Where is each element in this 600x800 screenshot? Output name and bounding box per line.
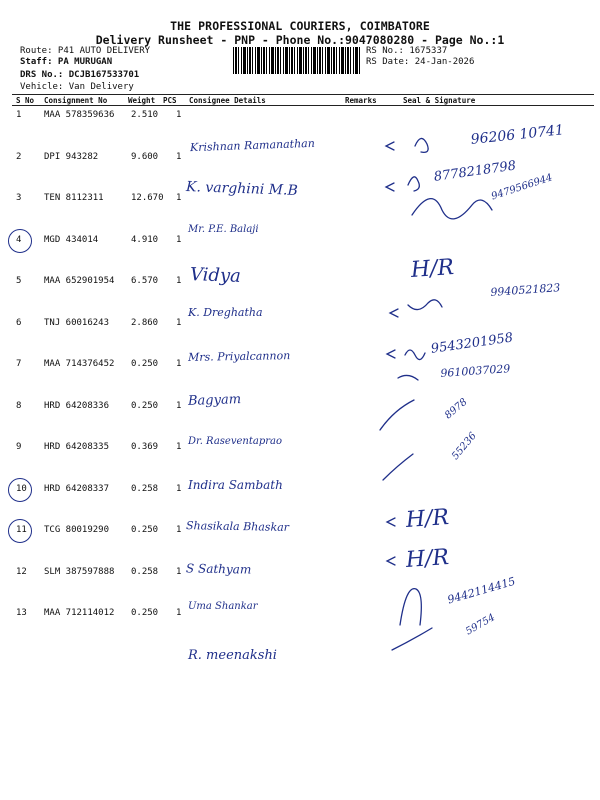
pcs-cell: 1 [176, 608, 182, 618]
weight-cell: 0.258 [131, 483, 159, 494]
consignee-name-handwritten: K. varghini M.B [185, 179, 299, 199]
col-pcs: PCS [163, 96, 177, 105]
sno-cell: 6 [16, 317, 22, 328]
weight-cell: 0.250 [131, 608, 159, 618]
pcs-cell: 1 [176, 317, 182, 328]
runsheet-title: Delivery Runsheet - PNP - Phone No.:9047080280 - Page No.:1 [95, 33, 505, 47]
consignee-name-handwritten: K. Dreghatha [188, 306, 263, 319]
pcs-cell: 1 [176, 566, 182, 577]
consignee-name-handwritten: Krishnan Ramanathan [189, 136, 316, 155]
vehicle: Vehicle: Van Delivery [20, 82, 134, 92]
consignee-name-handwritten: Vidya [189, 264, 242, 287]
consignee-name-handwritten: Indira Sambath [188, 478, 283, 492]
sno-cell: 2 [16, 151, 22, 162]
seal-signature-handwritten: 8778218798 [433, 158, 518, 185]
weight-cell: 0.250 [131, 400, 159, 411]
sno-cell: 9 [16, 442, 22, 452]
seal-signature-handwritten: 8978 [443, 396, 470, 422]
sno-cell: 5 [16, 276, 22, 286]
sno-cell: 3 [16, 193, 22, 203]
seal-signature-handwritten: 55236 [450, 430, 479, 463]
col-remarks: Remarks [345, 96, 377, 105]
col-consignee: Consignee Details [189, 96, 266, 105]
company-name: THE PROFESSIONAL COURIERS, COIMBATORE [170, 19, 430, 33]
weight-cell: 4.910 [131, 234, 159, 245]
pcs-cell: 1 [176, 234, 182, 245]
drs-number: DRS No.: DCJB167533701 [20, 70, 140, 80]
sno-cell: 4 [16, 234, 22, 245]
signature-scribbles [380, 138, 492, 650]
seal-signature-handwritten: H/R [410, 254, 455, 283]
weight-cell: 0.250 [131, 359, 159, 369]
col-sno: S No [16, 96, 35, 105]
weight-cell: 9.600 [131, 151, 159, 162]
consignment-cell: MGD 434014 [44, 234, 99, 245]
weight-cell: 12.670 [131, 193, 164, 203]
sno-cell: 11 [16, 525, 27, 535]
consignee-name-handwritten: Shasikala Bhaskar [185, 519, 290, 534]
seal-signature-handwritten: 9442114415 [446, 574, 517, 607]
consignment-cell: TNJ 60016243 [44, 317, 110, 328]
consignment-cell: MAA 652901954 [44, 276, 115, 286]
pcs-cell: 1 [176, 400, 182, 411]
weight-cell: 0.369 [131, 442, 159, 452]
seal-signature-handwritten: 59754 [464, 612, 498, 638]
seal-signature-handwritten: 9940521823 [490, 281, 561, 299]
pcs-cell: 1 [176, 193, 182, 203]
col-seal-signature: Seal & Signature [403, 96, 476, 105]
weight-cell: 0.258 [131, 566, 159, 577]
consignment-cell: HRD 64208335 [44, 442, 110, 452]
seal-signature-handwritten: 9479566944 [490, 172, 554, 203]
sno-cell: 8 [16, 400, 22, 411]
seal-signature-handwritten: 9543201958 [430, 330, 515, 357]
col-consignment: Consignment No [44, 96, 108, 105]
consignee-name-handwritten: R. meenakshi [188, 648, 277, 663]
seal-signature-handwritten: 9610037029 [440, 362, 511, 380]
rs-date: RS Date: 24-Jan-2026 [366, 57, 475, 67]
seal-signature-handwritten: H/R [405, 504, 450, 533]
pcs-cell: 1 [176, 359, 182, 369]
consignment-cell: HRD 64208336 [44, 400, 110, 411]
consignee-name-handwritten: S Sathyam [185, 561, 252, 577]
sno-cell: 13 [16, 608, 27, 618]
pcs-cell: 1 [176, 151, 182, 162]
col-weight: Weight [128, 96, 156, 105]
consignment-cell: HRD 64208337 [44, 483, 110, 494]
consignment-cell: MAA 712114012 [44, 608, 115, 618]
consignment-cell: MAA 578359636 [44, 110, 115, 120]
weight-cell: 2.510 [131, 110, 159, 120]
pcs-cell: 1 [176, 483, 182, 494]
consignment-cell: SLM 387597888 [44, 566, 115, 577]
route: Route: P41 AUTO DELIVERY [20, 46, 151, 56]
remark-marks [386, 142, 398, 565]
rs-number: RS No.: 1675337 [366, 46, 448, 56]
weight-cell: 0.250 [131, 525, 159, 535]
staff: Staff: PA MURUGAN [20, 57, 113, 67]
pcs-cell: 1 [176, 442, 182, 452]
pcs-cell: 1 [176, 110, 182, 120]
consignee-name-handwritten: Bagyam [187, 392, 242, 409]
seal-signature-handwritten: 96206 10741 [470, 122, 565, 148]
seal-signature-handwritten: H/R [405, 544, 450, 573]
consignment-cell: DPI 943282 [44, 151, 99, 162]
sno-cell: 10 [16, 483, 27, 494]
consignee-name-handwritten: Uma Shankar [188, 601, 258, 612]
consignment-cell: TEN 8112311 [44, 193, 104, 203]
consignment-cell: MAA 714376452 [44, 359, 115, 369]
consignee-name-handwritten: Mr. P.E. Balaji [188, 224, 259, 235]
sno-cell: 7 [16, 359, 22, 369]
sno-cell: 12 [16, 566, 27, 577]
weight-cell: 6.570 [131, 276, 159, 286]
pcs-cell: 1 [176, 525, 182, 535]
consignment-cell: TCG 80019290 [44, 525, 110, 535]
weight-cell: 2.860 [131, 317, 159, 328]
consignee-name-handwritten: Dr. Raseventaprao [188, 436, 282, 447]
consignee-name-handwritten: Mrs. Priyalcannon [187, 349, 291, 364]
sno-cell: 1 [16, 110, 22, 120]
pcs-cell: 1 [176, 276, 182, 286]
